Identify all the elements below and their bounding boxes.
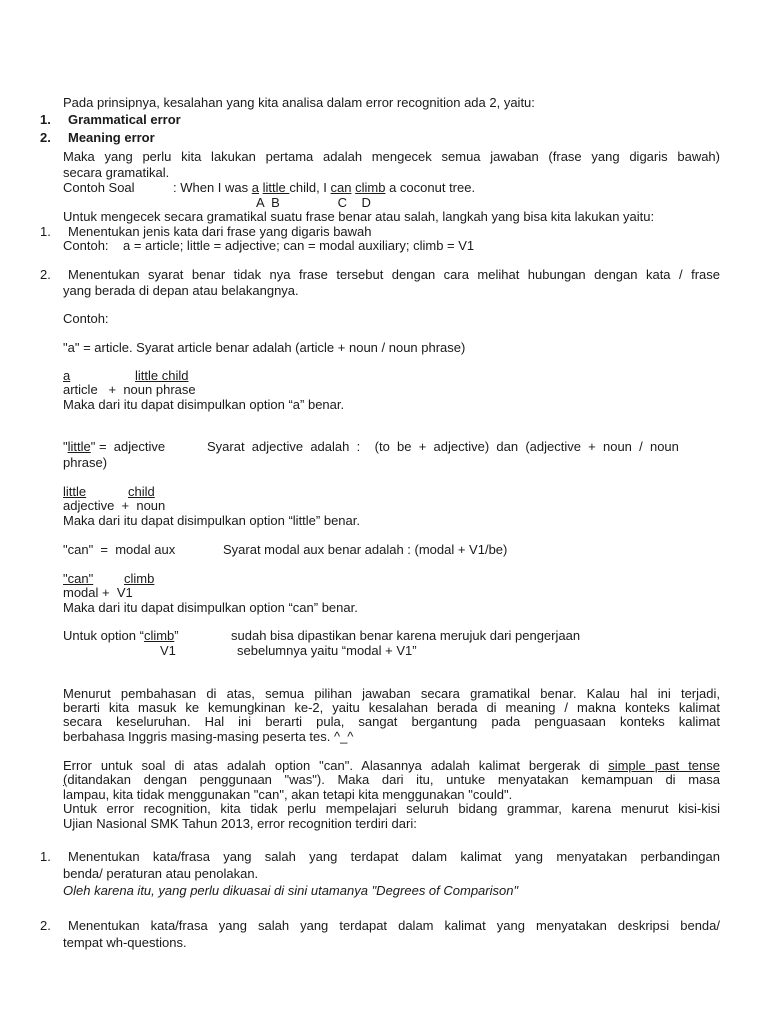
adjective-noun: child <box>128 484 155 499</box>
summary-line3: secara keseluruhan. Hal ini berarti pula, sangat bergantung pada penguasaan konteks kalimat <box>63 714 720 729</box>
error-line1: Error untuk soal di atas adalah option "can". Alasannya adalah kalimat bergerak di simple past tense <box>63 758 720 773</box>
adjective-conclusion: Maka dari itu dapat disimpulkan option “little” benar. <box>63 513 360 528</box>
step2-line2: yang berada di depan atau belakangnya. <box>63 283 299 298</box>
step2-num: 2. <box>40 267 51 282</box>
para1-line1: Maka yang perlu kita lakukan pertama adalah mengecek semua jawaban (frase yang digaris bawah) <box>63 149 720 164</box>
type-1-num: 1. <box>40 112 51 127</box>
list-1-line1: Menentukan kata/frasa yang salah yang terdapat dalam kalimat yang menyatakan perbandingan <box>68 849 720 864</box>
step1-text: Menentukan jenis kata dari frase yang digaris bawah <box>68 224 372 239</box>
error-line2: (ditandakan dengan penggunaan "was"). Maka dari itu, untuke menyatakan kemampuan di masa <box>63 772 720 787</box>
modal-verb: climb <box>124 571 155 586</box>
modal-word: "can" <box>63 571 94 586</box>
modal-pattern: modal + V1 <box>63 585 133 600</box>
summary-line4: berbahasa Inggris masing-masing peserta tes. ^_^ <box>63 729 354 744</box>
list-1-note: Oleh karena itu, yang perlu dikuasai di sini utamanya "Degrees of Comparison" <box>63 883 519 898</box>
article-conclusion: Maka dari itu dapat disimpulkan option “a” benar. <box>63 397 345 412</box>
adjective-def: "little" = adjective <box>63 439 166 454</box>
example-label: Contoh Soal <box>63 180 135 195</box>
type-2-label: Meaning error <box>68 130 155 145</box>
type-2-num: 2. <box>40 130 51 145</box>
list-2-num: 2. <box>40 918 51 933</box>
list-1-line2: benda/ peraturan atau penolakan. <box>63 866 259 881</box>
list-1-num: 1. <box>40 849 51 864</box>
error-line3: lampau, kita tidak menggunakan "can", akan tetapi kita menggunakan "could". <box>63 787 513 802</box>
summary-line2: berarti kita masuk ke kemungkinan ke-2, yaitu kesalahan berada di meaning / makna konteks kalimat <box>63 700 720 715</box>
adjective-rule-line1: Syarat adjective adalah : (to be + adjective) dan (adjective + noun / noun <box>207 439 679 454</box>
article-noun-phrase: little child <box>135 368 189 383</box>
climb-note-line1: sudah bisa dipastikan benar karena merujuk dari pengerjaan <box>231 628 581 643</box>
adjective-rule-line2: phrase) <box>63 455 108 470</box>
article-word: a <box>63 368 71 383</box>
climb-option: Untuk option “climb” <box>63 628 179 643</box>
para1-line2: secara gramatikal. <box>63 165 170 180</box>
adjective-pattern: adjective + noun <box>63 498 166 513</box>
check-intro: Untuk mengecek secara gramatikal suatu frase benar atau salah, langkah yang bisa kita lakukan yaitu: <box>63 209 655 224</box>
type-1-label: Grammatical error <box>68 112 181 127</box>
error-line4: Untuk error recognition, kita tidak perlu mempelajari seluruh bidang grammar, karena menurut kisi-kisi <box>63 801 720 816</box>
example-sentence: : When I was a little child, I can climb a coconut tree. <box>173 180 476 195</box>
article-pattern: article + noun phrase <box>63 382 196 397</box>
article-def: "a" = article. Syarat article benar adalah (article + noun / noun phrase) <box>63 340 466 355</box>
error-line5: Ujian Nasional SMK Tahun 2013, error recognition terdiri dari: <box>63 816 417 831</box>
summary-line1: Menurut pembahasan di atas, semua pilihan jawaban secara gramatikal benar. Kalau hal ini terjadi, <box>63 686 720 701</box>
modal-rule: Syarat modal aux benar adalah : (modal + V1/be) <box>223 542 508 557</box>
list-2-line1: Menentukan kata/frasa yang salah yang terdapat dalam kalimat yang menyatakan deskripsi benda/ <box>68 918 720 933</box>
contoh-label: Contoh: <box>63 311 109 326</box>
step2-line1: Menentukan syarat benar tidak nya frase tersebut dengan cara melihat hubungan dengan kata / frase <box>68 267 720 282</box>
step1-contoh: Contoh: a = article; little = adjective; can = modal auxiliary; climb = V1 <box>63 238 475 253</box>
intro-text: Pada prinsipnya, kesalahan yang kita analisa dalam error recognition ada 2, yaitu: <box>63 95 535 110</box>
modal-conclusion: Maka dari itu dapat disimpulkan option “can” benar. <box>63 600 358 615</box>
climb-v1: V1 <box>160 643 176 658</box>
step1-num: 1. <box>40 224 51 239</box>
option-letters: A B C D <box>256 195 371 210</box>
list-2-line2: tempat wh-questions. <box>63 935 187 950</box>
adjective-word: little <box>63 484 87 499</box>
modal-def: "can" = modal aux <box>63 542 176 557</box>
climb-note-line2: sebelumnya yaitu “modal + V1” <box>237 643 417 658</box>
